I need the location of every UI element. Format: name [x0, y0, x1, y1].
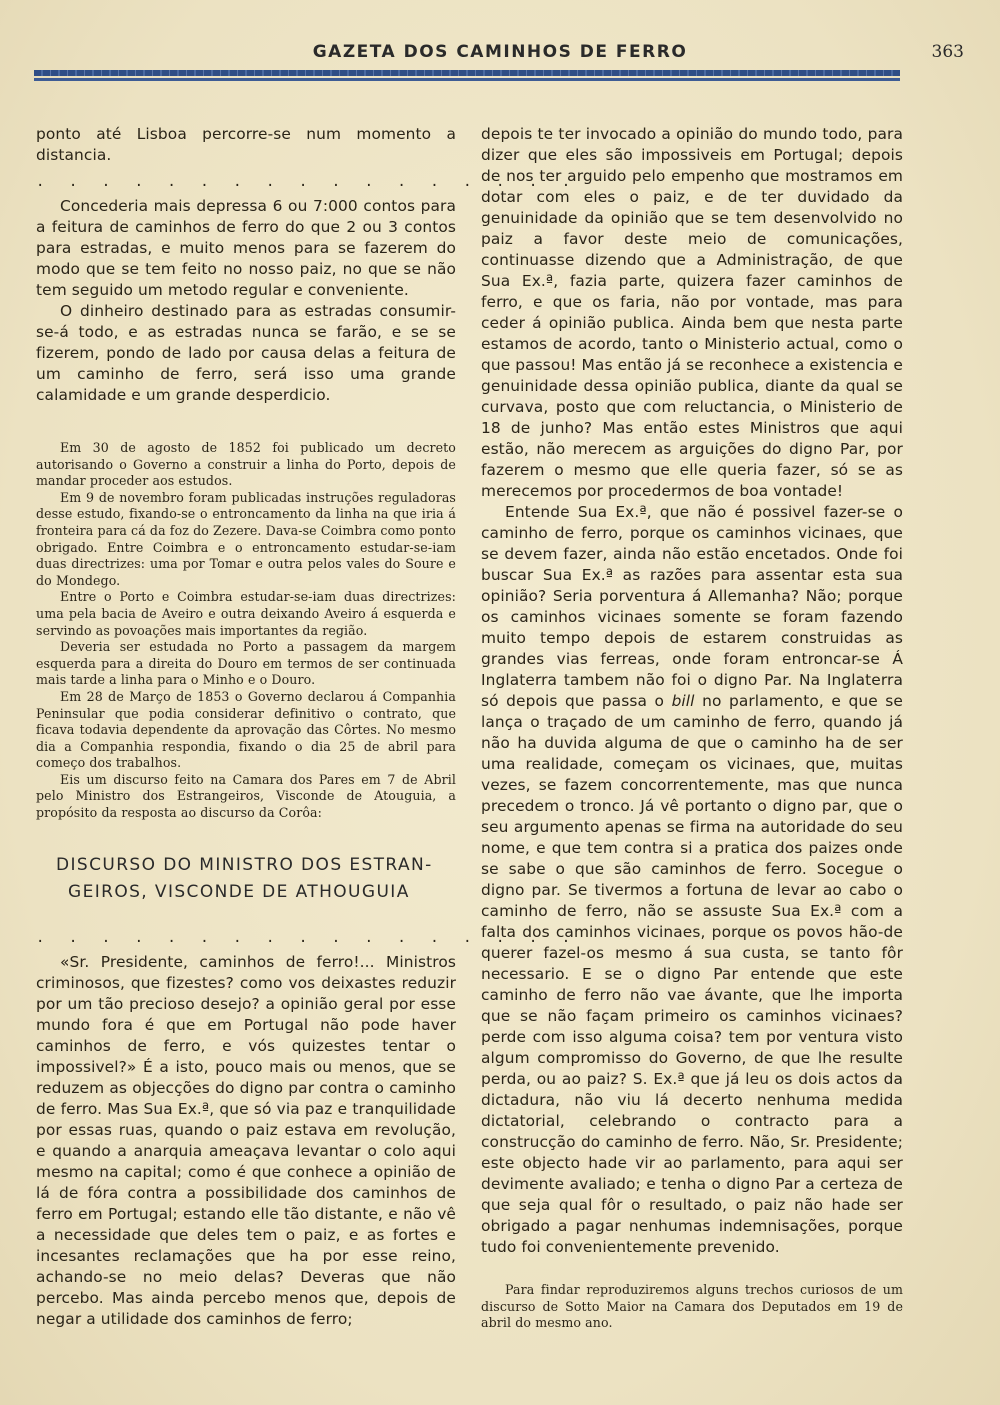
note-paragraph: Eis um discurso feito na Camara dos Pares em 7 de Abril pelo Ministro dos Estrangeiros, Visconde de Atouguia, a propósito da resposta ao discurso da Corôa: [36, 771, 456, 821]
note-paragraph: Em 28 de Março de 1853 o Governo declarou á Companhia Peninsular que podia considerar definitivo o contrato, que ficava todavia dependente da aprovação das Côrtes. No mesmo dia a Companhia respondia, fixando o dia 25 de abril para começo dos trabalhos. [36, 688, 456, 771]
ellipsis-separator: . . . . . . . . . . . . . . . . . [36, 929, 579, 946]
note-paragraph: Em 9 de novembro foram publicadas instruções reguladoras desse estudo, fixando-se o entroncamento da linha na que iria á fronteira para cá da foz do Zezere. Dava-se Coimbra como ponto obrigado. Entre Coimbra e o entroncamento estudar-se-iam duas directrizes: uma por Tomar e outra pelos vales do Soure e do Mondego. [36, 489, 456, 588]
paragraph: ponto até Lisboa percorre-se num momento a distancia. [36, 125, 456, 164]
header-rule-thin [34, 78, 900, 81]
italic-term: bill [671, 692, 695, 710]
note-paragraph: Entre o Porto e Coimbra estudar-se-iam duas directrizes: uma pela bacia de Aveiro e outra deixando Aveiro á esquerda e servindo as povoações mais importantes da região. [36, 589, 456, 638]
paragraph-text: no parlamento, e que se lança o traçado de um caminho de ferro, quando já não ha duvida alguma de que o caminho ha de ser uma realidade, começam os vicinaes, que, muitas vezes, se fazem concorrentemente, mas que nunca precedem o tronco. Já vê portanto o digno par, que o seu argumento apenas se firma na autoridade do seu nome, e que tem contra si a pratica dos paizes onde se sabe o que são caminhos de ferro. Socegue o digno par. Se tivermos a fortuna de levar ao cabo o caminho de ferro, não se assuste Sua Ex.ª com a falta dos caminhos vicinaes, porque os povos hão-de querer fazel-os mesmo á sua custa, se tanto fôr necessario. E se o digno Par entende que este caminho de ferro não vae ávante, que lhe importa que se não façam primeiro os caminhos vicinaes? perde com isso alguma coisa? tem por ventura visto algum compromisso do Governo, de que lhe resulte perda, ou ao paiz? S. Ex.ª que já leu os dois actos da dictadura, não viu lá decerto nenhuma medida dictatorial, celebrando o contracto para a construcção do caminho de ferro. Não, Sr. Presidente; este objecto hade vir ao parlamento, para aqui ser devimente avaliado; e tenha o digno Par a certeza de que seja qual fôr o resultado, o paiz não hade ser obrigado a pagar nenhumas indemnisações, porque tudo foi convenientemente prevenido. [481, 692, 903, 1256]
paragraph: depois te ter invocado a opinião do mundo todo, para dizer que eles são impossiveis em Portugal; depois de nos ter arguido pelo empenho que mostramos em dotar com eles o paiz, e de ter duvidado da genuinidade da opinião que se tem desenvolvido no paiz a favor deste meio de comunicações, continuasse dizendo que a Administração, de que Sua Ex.ª, fazia parte, quizera fazer caminhos de ferro, e que os faria, não por vontade, mas para ceder á opinião publica. Ainda bem que nesta parte estamos de acordo, tanto o Ministerio actual, como o que passou! Mas então já se reconhece a existencia e genuinidade dessa opinião publica, diante da qual se curvava, posto que com reluctancia, o Ministerio de 18 de junho? Mas então estes Ministros que aqui estão, não merecem as arguições do digno Par, por fazerem o mesmo que elle queria fazer, só se as merecemos por procedermos de boa vontade! [481, 125, 904, 500]
note-paragraph: Em 30 de agosto de 1852 foi publicado um decreto autorisando o Governo a construir a linha do Porto, depois de mandar proceder aos estudos. [36, 440, 456, 489]
section-title-line-2: GEIROS, VISCONDE DE ATHOUGUIA [68, 881, 410, 902]
speech-paragraph: «Sr. Presidente, caminhos de ferro!... Ministros criminosos, que fizestes? como vos deixastes reduzir por um tão precioso desejo? a opinião geral por esse mundo fora é que em Portugal não pode haver caminhos de ferro, e vós quizestes tentar o impossivel?» É a isto, pouco mais ou menos, que se reduzem as objecções do digno par contra o caminho de ferro. Mas Sua Ex.ª, que só via paz e tranquilidade por essas ruas, quando o paiz estava em revolução, e quando a anarquia ameaçava levantar o colo aqui mesmo na capital; como é que conhece a opinião de lá de fóra contra a possibilidade dos caminhos de ferro em Portugal; estando elle tão distante, e não vê a necessidade que deles tem o paiz, e as fortes e incesantes reclamações que ha por esse reino, achando-se no meio delas? Deveras que não percebo. Mas ainda percebo menos que, depois de negar a utilidade dos caminhos de ferro; [36, 952, 456, 1328]
left-column [36, 124, 579, 1330]
section-title-line-1: DISCURSO DO MINISTRO DOS ESTRAN- [56, 854, 433, 875]
note-paragraph: Deveria ser estudada no Porto a passagem da margem esquerda para a direita do Douro em termos de ser continuada mais tarde a linha para o Minho e o Douro. [36, 639, 456, 688]
page-number: 363 [931, 42, 964, 62]
paragraph-text: Entende Sua Ex.ª, que não é possivel fazer-se o caminho de ferro, porque os caminhos vicinaes, que se devem fazer, ainda não estão encetados. Onde foi buscar Sua Ex.ª as razões para assentar esta sua opinião? Seria porventura á Allemanha? Não; porque os caminhos vicinaes somente se foram fazendo muito tempo depois de estarem construidas as grandes vias ferreas, onde foram entroncar-se Á Inglaterra tambem não foi o digno Par. Na Inglaterra só depois que passa o [481, 503, 903, 710]
right-column [481, 124, 903, 1332]
page-header [34, 38, 966, 68]
publication-title: GAZETA DOS CAMINHOS DE FERRO [312, 42, 688, 62]
paragraph [481, 502, 903, 1258]
note-paragraph: Para findar reproduziremos alguns trechos curiosos de um discurso de Sotto Maior na Camara dos Deputados em 19 de abril do mesmo ano. [481, 1282, 903, 1331]
ellipsis-separator: . . . . . . . . . . . . . . . . . [36, 174, 579, 190]
paragraph: O dinheiro destinado para as estradas consumir-se-á todo, e as estradas nunca se farão, e se se fizerem, pondo de lado por causa delas a feitura de um caminho de ferro, será isso uma grande calamidade e um grande desperdicio. [36, 302, 456, 404]
paragraph: Concederia mais depressa 6 ou 7:000 contos para a feitura de caminhos de ferro do que 2 ou 3 contos para estradas, e muito menos para se fazerem do modo que se tem feito no nosso paiz, no que se não tem seguido um metodo regular e conveniente. [36, 197, 456, 299]
header-rule-thick [34, 70, 900, 76]
